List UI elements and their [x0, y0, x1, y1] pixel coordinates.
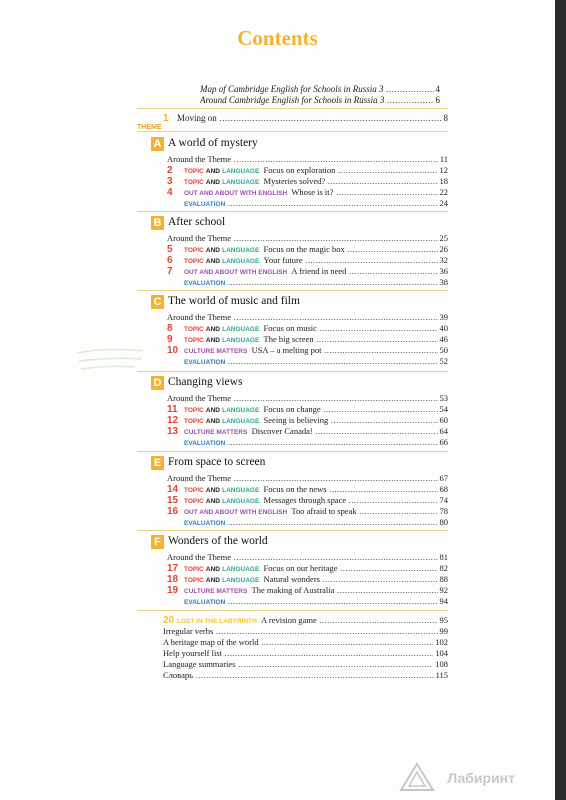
and-label: AND	[205, 487, 220, 494]
and-label: AND	[205, 498, 220, 505]
unit-title: Mysteries solved?	[263, 176, 326, 186]
topic-label: TOPIC	[184, 407, 204, 414]
feature-label: CULTURE MATTERS	[184, 348, 248, 355]
section-items	[167, 393, 448, 448]
section-items	[167, 233, 448, 288]
row-page: 50	[439, 345, 448, 355]
section-items	[167, 312, 448, 367]
section-heading	[137, 375, 448, 393]
watermark-logo	[447, 770, 515, 786]
evaluation-label: EVALUATION	[184, 599, 226, 606]
feature-label: OUT AND ABOUT WITH ENGLISH	[184, 509, 288, 516]
and-label: AND	[205, 577, 220, 584]
divider	[137, 211, 448, 212]
back-row-title: A revision game	[261, 615, 317, 625]
back-row-page: 102	[435, 637, 448, 647]
contents-row	[167, 266, 448, 277]
row-page: 80	[439, 517, 448, 527]
scan-edge	[555, 0, 566, 800]
contents-row	[167, 345, 448, 356]
section-heading	[137, 455, 448, 473]
section-heading	[137, 534, 448, 552]
divider	[137, 371, 448, 372]
row-page: 25	[439, 233, 448, 243]
row-page: 36	[439, 266, 448, 276]
back-row-text: Language summaries .....	[163, 659, 448, 670]
section-title: A world of mystery	[168, 137, 258, 149]
faint-stamp-mark	[75, 345, 145, 373]
row-page: 68	[439, 484, 448, 494]
contents-row	[167, 473, 448, 484]
language-label: LANGUAGE	[222, 326, 260, 333]
front-row-page: 4	[435, 84, 440, 94]
and-label: AND	[205, 168, 220, 175]
contents-row	[167, 563, 448, 574]
row-page: 78	[439, 506, 448, 516]
front-row	[200, 95, 440, 106]
row-text	[167, 596, 448, 608]
theme-section	[137, 455, 448, 528]
unit-number: 15	[167, 495, 179, 506]
divider	[137, 131, 448, 132]
unit-number: 10	[167, 345, 179, 356]
back-row-text: Help yourself list .....	[163, 648, 448, 659]
row-text: Around the Theme .....	[167, 473, 448, 484]
row-text: Around the Theme .....	[167, 233, 448, 244]
row-page: 40	[439, 323, 448, 333]
theme-section	[137, 136, 448, 209]
section-letter-badge: C	[151, 295, 164, 309]
front-matter	[200, 84, 440, 106]
unit-title: Focus on the magic box	[263, 244, 345, 254]
section-letter-badge: A	[151, 137, 164, 151]
section-letter-badge: E	[151, 456, 164, 470]
unit-number: 13	[167, 426, 179, 437]
back-row-page: 95	[439, 615, 448, 625]
contents-row	[167, 323, 448, 334]
row-page: 64	[439, 426, 448, 436]
unit-title: A friend in need	[291, 266, 347, 276]
contents-row	[167, 277, 448, 288]
unit-number: 11	[167, 404, 178, 415]
section-items	[167, 473, 448, 528]
unit-number: 12	[167, 415, 179, 426]
contents-row	[167, 552, 448, 563]
back-row	[163, 637, 448, 648]
feature-label: CULTURE MATTERS	[184, 429, 248, 436]
unit-title: Your future	[263, 255, 303, 265]
front-row-text: Around Cambridge English for Schools in Russia 3 .....	[200, 95, 440, 106]
row-text	[167, 277, 448, 289]
moving-on-row	[163, 112, 448, 124]
language-label: LANGUAGE	[222, 168, 260, 175]
back-row	[163, 659, 448, 670]
row-page: 66	[439, 437, 448, 447]
contents-row	[167, 334, 448, 345]
and-label: AND	[205, 407, 220, 414]
section-heading	[137, 136, 448, 154]
theme-section	[137, 215, 448, 288]
contents-row	[167, 198, 448, 209]
row-page: 74	[439, 495, 448, 505]
contents-row	[167, 415, 448, 426]
evaluation-label: EVALUATION	[184, 359, 226, 366]
row-page: 11	[439, 154, 448, 164]
section-title: Wonders of the world	[168, 535, 268, 547]
topic-label: TOPIC	[184, 326, 204, 333]
unit-title: Seeing is believing	[263, 415, 329, 425]
contents-row	[167, 255, 448, 266]
unit-number: 18	[167, 574, 179, 585]
row-page: 24	[439, 198, 448, 208]
divider	[137, 610, 448, 611]
unit-title: USA – a melting pot	[251, 345, 322, 355]
unit-number: 20	[163, 615, 175, 626]
topic-label: TOPIC	[184, 179, 204, 186]
language-label: LANGUAGE	[222, 487, 260, 494]
contents-row	[167, 517, 448, 528]
topic-label: TOPIC	[184, 487, 204, 494]
watermark-text: Лабиринт	[447, 770, 515, 786]
contents-row	[167, 437, 448, 448]
unit-title: Focus on exploration	[263, 165, 336, 175]
contents-row	[167, 506, 448, 517]
row-page: 53	[439, 393, 448, 403]
row-page: 38	[439, 277, 448, 287]
back-matter	[163, 615, 448, 681]
section-letter-badge: F	[151, 535, 164, 549]
row-page: 22	[439, 187, 448, 197]
unit-title: Focus on music	[263, 323, 317, 333]
and-label: AND	[205, 566, 220, 573]
and-label: AND	[205, 258, 220, 265]
contents-row	[167, 356, 448, 367]
row-text	[167, 437, 448, 449]
contents-row	[167, 585, 448, 596]
feature-label: OUT AND ABOUT WITH ENGLISH	[184, 269, 288, 276]
language-label: LANGUAGE	[222, 179, 260, 186]
row-page: 32	[439, 255, 448, 265]
section-title: The world of music and film	[168, 295, 300, 307]
contents-row	[167, 187, 448, 198]
unit-title: Discover Canada!	[251, 426, 313, 436]
and-label: AND	[205, 337, 220, 344]
row-page: 52	[439, 356, 448, 366]
row-text: Around the Theme .....	[167, 552, 448, 563]
unit-title: Messages through space	[263, 495, 347, 505]
row-page: 92	[439, 585, 448, 595]
back-row	[163, 670, 448, 681]
theme-label: THEME	[137, 124, 162, 131]
back-row-page: 108	[435, 659, 448, 669]
feature-label: OUT AND ABOUT WITH ENGLISH	[184, 190, 288, 197]
unit-number: 3	[167, 176, 173, 187]
page-title: Contents	[237, 26, 318, 50]
back-row-page: 115	[435, 670, 448, 680]
evaluation-label: EVALUATION	[184, 201, 226, 208]
section-heading	[137, 215, 448, 233]
unit-number: 4	[167, 187, 173, 198]
unit-page: 8	[443, 113, 448, 123]
back-row-page: 99	[439, 626, 448, 636]
row-text	[167, 198, 448, 210]
row-page: 26	[439, 244, 448, 254]
row-page: 39	[439, 312, 448, 322]
topic-label: TOPIC	[184, 418, 204, 425]
unit-title: Moving on .....	[177, 112, 448, 124]
labyrinth-logo-icon	[399, 762, 435, 792]
language-label: LANGUAGE	[222, 566, 260, 573]
front-row-text: Map of Cambridge English for Schools in Russia 3 .....	[200, 84, 440, 95]
theme-section	[137, 294, 448, 367]
row-page: 94	[439, 596, 448, 606]
contents-row	[167, 154, 448, 165]
unit-title: The big screen	[263, 334, 314, 344]
unit-number: 5	[167, 244, 173, 255]
topic-label: TOPIC	[184, 258, 204, 265]
contents-row	[167, 404, 448, 415]
unit-number: 1	[163, 113, 169, 124]
unit-number: 7	[167, 266, 173, 277]
back-row	[163, 615, 448, 626]
back-row	[163, 648, 448, 659]
row-text: Around the Theme .....	[167, 393, 448, 404]
back-row-text: Irregular verbs .....	[163, 626, 448, 637]
language-label: LANGUAGE	[222, 247, 260, 254]
divider	[137, 451, 448, 452]
unit-number: 9	[167, 334, 173, 345]
row-page: 82	[439, 563, 448, 573]
and-label: AND	[205, 418, 220, 425]
unit-title: Focus on our heritage	[263, 563, 338, 573]
contents-row	[167, 484, 448, 495]
back-row	[163, 626, 448, 637]
theme-section	[137, 375, 448, 448]
contents-row	[167, 312, 448, 323]
topic-label: TOPIC	[184, 577, 204, 584]
divider	[137, 530, 448, 531]
contents-row	[167, 165, 448, 176]
section-title: After school	[168, 216, 226, 228]
unit-number: 17	[167, 563, 179, 574]
unit-number: 6	[167, 255, 173, 266]
unit-title: Natural wonders	[263, 574, 320, 584]
divider	[137, 108, 448, 109]
row-text: Around the Theme .....	[167, 312, 448, 323]
contents-row	[167, 244, 448, 255]
theme-section	[137, 534, 448, 607]
section-heading	[137, 294, 448, 312]
row-page: 60	[439, 415, 448, 425]
lost-label: LOST IN THE LABYRINTH	[177, 618, 257, 625]
unit-number: 8	[167, 323, 173, 334]
topic-label: TOPIC	[184, 566, 204, 573]
front-row	[200, 84, 440, 95]
unit-title: Focus on the news	[263, 484, 327, 494]
contents-row	[167, 426, 448, 437]
and-label: AND	[205, 247, 220, 254]
row-page: 46	[439, 334, 448, 344]
row-page: 12	[439, 165, 448, 175]
back-row-text: A heritage map of the world .....	[163, 637, 448, 648]
section-title: Changing views	[168, 376, 243, 388]
row-page: 81	[439, 552, 448, 562]
unit-number: 2	[167, 165, 173, 176]
contents-row	[167, 176, 448, 187]
unit-title: The making of Australia	[251, 585, 335, 595]
language-label: LANGUAGE	[222, 337, 260, 344]
evaluation-label: EVALUATION	[184, 520, 226, 527]
unit-number: 19	[167, 585, 179, 596]
unit-number: 16	[167, 506, 179, 517]
feature-label: CULTURE MATTERS	[184, 588, 248, 595]
and-label: AND	[205, 326, 220, 333]
section-title: From space to screen	[168, 456, 266, 468]
row-page: 54	[439, 404, 448, 414]
row-text	[167, 517, 448, 529]
unit-title: Focus on change	[263, 404, 321, 414]
row-page: 88	[439, 574, 448, 584]
row-text: Around the Theme .....	[167, 154, 448, 165]
contents-row	[167, 233, 448, 244]
contents-row	[167, 574, 448, 585]
unit-title: Whose is it?	[291, 187, 334, 197]
row-page: 18	[439, 176, 448, 186]
topic-label: TOPIC	[184, 247, 204, 254]
topic-label: TOPIC	[184, 498, 204, 505]
back-row-text: Словарь .....	[163, 670, 448, 681]
topic-label: TOPIC	[184, 168, 204, 175]
section-letter-badge: B	[151, 216, 164, 230]
language-label: LANGUAGE	[222, 418, 260, 425]
contents-row	[167, 596, 448, 607]
language-label: LANGUAGE	[222, 577, 260, 584]
back-row-page: 104	[435, 648, 448, 658]
language-label: LANGUAGE	[222, 258, 260, 265]
unit-number: 14	[167, 484, 179, 495]
contents-row	[167, 495, 448, 506]
divider	[137, 290, 448, 291]
language-label: LANGUAGE	[222, 498, 260, 505]
evaluation-label: EVALUATION	[184, 280, 226, 287]
topic-label: TOPIC	[184, 337, 204, 344]
row-page: 67	[439, 473, 448, 483]
section-items	[167, 552, 448, 607]
language-label: LANGUAGE	[222, 407, 260, 414]
and-label: AND	[205, 179, 220, 186]
front-row-page: 6	[435, 95, 440, 105]
unit-title: Too afraid to speak	[291, 506, 357, 516]
section-letter-badge: D	[151, 376, 164, 390]
section-items	[167, 154, 448, 209]
row-text	[167, 356, 448, 368]
evaluation-label: EVALUATION	[184, 440, 226, 447]
contents-row	[167, 393, 448, 404]
